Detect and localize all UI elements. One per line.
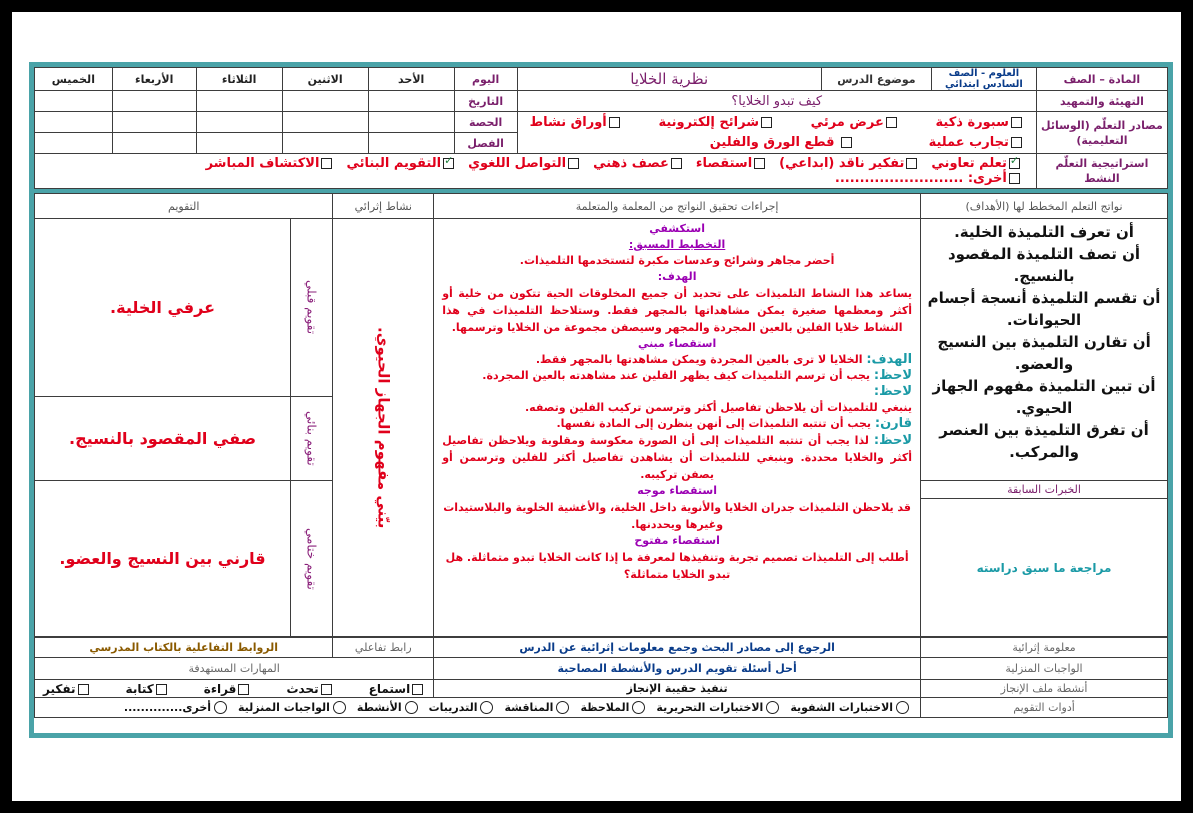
proc-text: يجب أن ترسم التلميذات كيف يظهر الفلين عند مشاهدته بالعين المجردة. [482, 369, 874, 382]
proc-label: لاحظ: [873, 433, 913, 448]
objective-item: أن تعرف التلميذة الخلية. [954, 223, 1134, 241]
tools-list [35, 698, 921, 718]
class-cell[interactable] [196, 133, 282, 154]
period-cell[interactable] [35, 112, 113, 133]
day-sunday: الأحد [368, 68, 454, 91]
period-cell[interactable] [368, 112, 454, 133]
tools-label: أدوات التقويم [921, 698, 1168, 718]
strategy-label: استقصاء [695, 156, 753, 171]
subject-label: المادة – الصف [1036, 68, 1167, 91]
topic-value: نظرية الخلايا [517, 68, 821, 91]
radio-icon [766, 701, 779, 714]
resources-list [517, 112, 1036, 154]
strategy-option[interactable] [468, 156, 581, 171]
class-cell[interactable] [368, 133, 454, 154]
strategy-option[interactable] [931, 156, 1021, 171]
strategy-label: التقويم البنائي [346, 156, 442, 171]
skills-label: المهارات المستهدفة [35, 658, 434, 680]
proc-open-title: استقصاء مفتوح [634, 534, 720, 547]
proc-explore-title: استكشفي [649, 222, 705, 235]
day-monday: الاثنين [282, 68, 368, 91]
day-wednesday: الأربعاء [112, 68, 196, 91]
skill-listening[interactable]: استماع [369, 682, 426, 696]
skill-thinking[interactable]: تفكير [43, 682, 90, 696]
date-cell[interactable] [196, 91, 282, 112]
strategy-option[interactable] [593, 156, 684, 171]
tool-label: الملاحظة [580, 700, 630, 714]
strategy-option[interactable] [346, 156, 456, 171]
resource-visual[interactable]: عرض مرئي [811, 113, 899, 133]
prior-knowledge-header: الخبرات السابقة [921, 481, 1168, 499]
proc-text: ينبغي للتلميذات أن يلاحظن تفاصيل أكثر وترسمن تركيب الفلين وتصفه. [525, 401, 913, 414]
strategy-label: الاكتشاف المباشر [205, 156, 320, 171]
class-cell[interactable] [282, 133, 368, 154]
footer-table [34, 637, 1168, 718]
radio-icon [333, 701, 346, 714]
strategy-label: تعلم تعاوني [931, 156, 1007, 171]
proc-label: لاحظ: [873, 368, 913, 383]
tool-label: الأنشطة [356, 700, 402, 714]
proc-label: لاحظ: [873, 384, 913, 399]
checkbox-icon [78, 684, 89, 695]
objective-item: أن تقسم التلميذة أنسجة أجسام الحيوانات. [927, 289, 1161, 329]
proc-text: الخلايا لا ترى بالعين المجردة ويمكن مشاهدتها بالمجهر فقط. [535, 353, 867, 366]
skill-reading[interactable]: قراءة [204, 682, 252, 696]
skill-speaking[interactable]: تحدث [286, 682, 333, 696]
tool-option[interactable] [124, 701, 230, 714]
tool-option[interactable] [238, 701, 349, 714]
date-cell[interactable] [112, 91, 196, 112]
radio-icon [405, 701, 418, 714]
resource-worksheets[interactable]: أوراق نشاط [530, 113, 622, 133]
proc-planning-text: أحضر مجاهر وشرائح وعدسات مكبرة لتستخدمها التلميذات. [519, 254, 835, 267]
enrichment-cell [333, 219, 434, 637]
proc-label: قارن: [874, 416, 913, 431]
procedures-header: إجراءات تحقيق النواتج من المعلمة والمتعلمة [434, 194, 921, 219]
checkbox-icon [321, 158, 332, 169]
proc-open-text: أطلب إلى التلميذات تصميم تجربة وتنفيذها لمعرفة ما إذا كانت الخلايا تبدو متماثلة. هل تبدو الخلايا متماثلة؟ [445, 551, 909, 581]
tool-label: الاختبارات التحريرية [656, 700, 764, 714]
homework-label: الواجبات المنزلية [921, 658, 1168, 680]
radio-icon [556, 701, 569, 714]
eval-label: تقويم ختامي [304, 527, 319, 590]
intro-value: كيف تبدو الخلايا؟ [517, 91, 1036, 112]
proc-guided-title: استقصاء موجه [637, 484, 717, 497]
class-label: الفصل [454, 133, 517, 154]
tool-label: الواجبات المنزلية [238, 700, 330, 714]
checkbox-icon [609, 117, 620, 128]
period-label: الحصة [454, 112, 517, 133]
lesson-plan-sheet [29, 62, 1173, 738]
enrich-info-label: معلومة إثرائية [921, 638, 1168, 658]
checkbox-icon [1011, 117, 1022, 128]
proc-structured-title: استقصاء مبني [637, 337, 717, 350]
tool-option[interactable] [580, 701, 648, 714]
proc-label: الهدف: [866, 352, 913, 367]
eval-label-cell [291, 397, 333, 481]
tool-label: أخرى.............. [123, 700, 212, 714]
radio-icon [480, 701, 493, 714]
checkbox-icon [238, 684, 249, 695]
tool-option[interactable] [504, 701, 572, 714]
strategy-label: استراتيجية التعلّم النشط [1036, 154, 1167, 189]
prior-knowledge-value: مراجعة ما سبق دراسته [921, 499, 1168, 637]
checkbox-icon [906, 158, 917, 169]
checkbox-icon [841, 137, 852, 148]
subject-value: العلوم - الصف السادس ابتدائي [931, 68, 1036, 91]
resource-smartboard[interactable]: سبورة ذكية [936, 113, 1024, 133]
enrichment-header: نشاط إثرائي [333, 194, 434, 219]
checkbox-icon [1009, 173, 1020, 184]
day-label: اليوم [454, 68, 517, 91]
proc-planning-title: التخطيط المسبق: [628, 238, 726, 251]
date-label: التاريخ [454, 91, 517, 112]
procedures-content [434, 219, 921, 637]
strategy-option[interactable] [696, 156, 767, 171]
eval-formative-text: صفي المقصود بالنسيج. [35, 397, 291, 481]
interactive-value: الروابط التفاعلية بالكتاب المدرسي [35, 638, 333, 658]
tool-label: التدريبات [428, 700, 478, 714]
day-thursday: الخميس [35, 68, 113, 91]
checkbox-icon [568, 158, 579, 169]
resources-label: مصادر التعلّم (الوسائل التعليمية) [1036, 112, 1167, 154]
strategies-list [35, 154, 1037, 189]
portfolio-label: أنشطة ملف الإنجاز [921, 680, 1168, 698]
skill-writing[interactable]: كتابة [126, 682, 169, 696]
radio-icon [896, 701, 909, 714]
class-cell[interactable] [112, 133, 196, 154]
objective-item: أن تقارن التلميذة بين النسيج والعضو. [937, 333, 1151, 373]
proc-text: يجب أن تنتبه التلميذات إلى أنهن ينظرن إلى المادة نفسها. [556, 417, 875, 430]
interactive-label: رابط تفاعلي [333, 638, 434, 658]
main-table [34, 193, 1168, 637]
eval-label: تقويم قبلي [304, 280, 319, 335]
strategy-option[interactable] [779, 156, 919, 171]
enrichment-text: بيّني مفهوم الجهاز الحيوي. [374, 326, 393, 529]
proc-guided-text: قد يلاحظن التلميذات جدران الخلايا والأنوية داخل الخلية، والأغشية الخلوية والبلاستيدات وغيرها ويحددنها. [443, 501, 911, 531]
strategy-label: أخرى: .......................... [834, 171, 1007, 186]
strategy-option[interactable] [206, 156, 335, 171]
tool-option[interactable] [357, 701, 421, 714]
portfolio-value: تنفيذ حقيبة الإنجاز [434, 680, 921, 698]
topic-label: موضوع الدرس [821, 68, 931, 91]
checkbox-icon [671, 158, 682, 169]
checkbox-icon [412, 684, 423, 695]
strategy-label: تفكير ناقد (ابداعي) [779, 156, 905, 171]
tool-option[interactable] [429, 701, 497, 714]
checked-checkbox-icon [1009, 158, 1020, 169]
resource-experiments[interactable]: تجارب عملية [929, 135, 1024, 150]
eval-pre-text: عرفي الخلية. [35, 219, 291, 397]
checkbox-icon [761, 117, 772, 128]
resource-cork[interactable]: قطع الورق والفلين [710, 135, 854, 150]
tool-label: الاختبارات الشفوية [790, 700, 894, 714]
period-cell[interactable] [112, 112, 196, 133]
strategy-label: التواصل اللغوي [468, 156, 567, 171]
period-cell[interactable] [282, 112, 368, 133]
strategy-option[interactable] [835, 171, 1022, 186]
checkbox-icon [1011, 137, 1022, 148]
period-cell[interactable] [196, 112, 282, 133]
date-cell[interactable] [282, 91, 368, 112]
skills-list [35, 680, 434, 698]
tool-option[interactable] [656, 701, 782, 714]
class-cell[interactable] [35, 133, 113, 154]
day-tuesday: الثلاثاء [196, 68, 282, 91]
intro-label: التهيئة والتمهيد [1036, 91, 1167, 112]
eval-label-cell [291, 219, 333, 397]
objectives-list [921, 219, 1168, 481]
date-cell[interactable] [35, 91, 113, 112]
objective-item: أن تفرق التلميذة بين العنصر والمركب. [939, 421, 1149, 461]
tool-label: المناقشة [504, 700, 554, 714]
strategy-label: عصف ذهني [593, 156, 669, 171]
eval-summative-text: قارني بين النسيج والعضو. [35, 481, 291, 637]
tool-option[interactable] [790, 701, 912, 714]
checkbox-icon [321, 684, 332, 695]
homework-value: أحل أسئلة تقويم الدرس والأنشطة المصاحبة [434, 658, 921, 680]
checkbox-icon [754, 158, 765, 169]
checkbox-icon [156, 684, 167, 695]
radio-icon [632, 701, 645, 714]
header-table [34, 67, 1168, 189]
page [12, 12, 1181, 801]
proc-goal-title: الهدف: [657, 270, 697, 283]
resource-slides[interactable]: شرائح إلكترونية [658, 113, 774, 133]
checked-checkbox-icon [443, 158, 454, 169]
enrich-info-value: الرجوع إلى مصادر البحث وجمع معلومات إثرائية عن الدرس [434, 638, 921, 658]
objectives-header: نواتج التعلم المخطط لها (الأهداف) [921, 194, 1168, 219]
proc-text: لذا يجب أن تنتبه التلميذات إلى أن الصورة معكوسة ومقلوبة ويلاحظن تفاصيل أكثر والخلايا محددة. وينبغي للتلميذات أن يشاهدن تفاصيل أكثر للفلين وترسمن أو يصفن تركيبه. [442, 434, 913, 481]
checkbox-icon [886, 117, 897, 128]
evaluation-header: التقويم [35, 194, 333, 219]
date-cell[interactable] [368, 91, 454, 112]
eval-label-cell [291, 481, 333, 637]
eval-label: تقويم بنائي [304, 411, 319, 466]
objective-item: أن تصف التلميذة المقصود بالنسيج. [947, 245, 1141, 285]
proc-goal-text: يساعد هذا النشاط التلميذات على تحديد أن جميع المخلوقات الحية تتكون من خلية أو أكثر ومعظمها صغيرة يمكن مشاهداتها بالمجهر فقط. وستلاحظ التلميذات في هذا النشاط خلايا الفلين بالعين المجردة والمجهر وسيصفن مجموعة من الخلايا وترسمها. [442, 287, 913, 334]
radio-icon [214, 701, 227, 714]
objective-item: أن تبين التلميذة مفهوم الجهاز الحيوي. [932, 377, 1156, 417]
